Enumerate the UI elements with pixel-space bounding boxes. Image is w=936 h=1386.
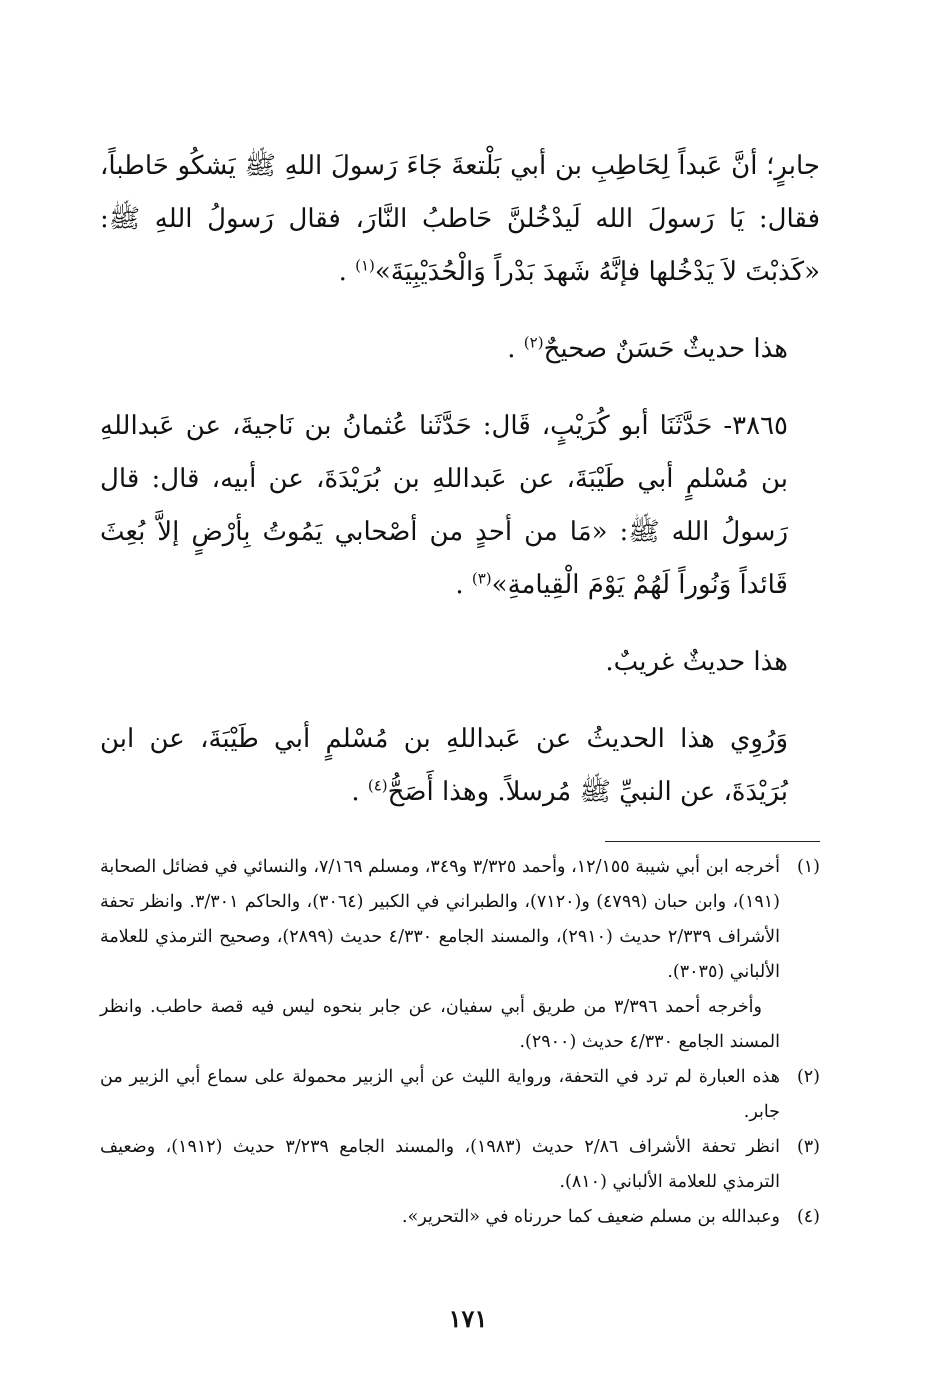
punctuation: . (338, 257, 356, 287)
paragraph-text: هذا حديثٌ حَسَنٌ صحيحٌ (543, 334, 788, 364)
footnote (100, 1060, 820, 1130)
footnote (100, 1130, 820, 1200)
paragraph-hadith-continuation (100, 140, 820, 299)
punctuation: . (507, 334, 524, 364)
footnote-text: أخرجه ابن أبي شيبة ١٢/١٥٥، وأحمد ٣/٣٢٥ و٣٤٩، ومسلم ٧/١٦٩، والنسائي في فضائل الصحابة (١٩١)، وابن حبان (٤٧٩٩) و(٧١٢٠)، والطبراني في الكبير (٣٠٦٤)، والحاكم ٣/٣٠١. وانظر تحفة الأشراف ٢/٣٣٩ حديث (٢٩١٠)، والمسند الجامع ٤/٣٣٠ حديث (٢٨٩٩)، وصحيح الترمذي للعلامة الألباني (٣٠٣٥). (100, 857, 780, 982)
page-number: ١٧١ (448, 1304, 488, 1333)
paragraph-hadith-3865 (100, 400, 820, 612)
paragraph-grading (100, 323, 820, 376)
footnote-text: هذه العبارة لم ترد في التحفة، ورواية الليث عن أبي الزبير محمولة على سماع أبي الزبير من جابر. (100, 1067, 780, 1122)
paragraph-text: جابرٍ؛ أنَّ عَبداً لِحَاطِبِ بن أبي بَلْتعةَ جَاءَ رَسولَ اللهِ ﷺ يَشكُو حَاطباً، فقال: يَا رَسولَ الله لَيدْخُلنَّ حَاطبُ النَّارَ، فقال رَسولُ اللهِ ﷺ: «كَذبْتَ لاَ يَدْخُلها فإنَّهُ شَهدَ بَدْراً وَالْحُدَيْبِيَةَ» (100, 151, 820, 287)
footnote-continuation (100, 990, 820, 1060)
punctuation: . (455, 570, 472, 600)
footnote-ref: (٣) (471, 569, 492, 588)
footnote-text: انظر تحفة الأشراف ٢/٨٦ حديث (١٩٨٣)، والمسند الجامع ٣/٢٣٩ حديث (١٩١٢)، وضعيف الترمذي للعلامة الألباني (٨١٠). (100, 1137, 781, 1192)
paragraph-grading (100, 636, 820, 689)
footnote-number: (٢) (796, 1067, 820, 1087)
footnote-number: (١) (796, 857, 820, 877)
footnote-number: (٤) (796, 1207, 820, 1227)
paragraph-narration-note (100, 713, 820, 819)
footnote-ref: (٢) (523, 333, 544, 352)
footnote-ref: (٤) (367, 776, 388, 795)
footnote-ref: (١) (355, 256, 375, 275)
footnote (100, 850, 820, 990)
footnote-separator (605, 841, 820, 842)
paragraph-text: هذا حديثٌ غريبٌ. (605, 647, 788, 677)
footnote (100, 1200, 820, 1235)
page-body (100, 140, 820, 1235)
main-text (100, 140, 820, 819)
footnote-text: وعبدالله بن مسلم ضعيف كما حررناه في «التحرير». (402, 1207, 780, 1227)
paragraph-text: وَرُوِي هذا الحديثُ عن عَبداللهِ بن مُسْلمٍ أبي طَيْبَةَ، عن ابن بُرَيْدَةَ، عن النبيِّ ﷺ مُرسلاً. وهذا أَصَحُّ (100, 724, 788, 807)
footnote-number: (٣) (796, 1137, 820, 1157)
paragraph-text: ٣٨٦٥- حَدَّثَنَا أبو كُرَيْبٍ، قَال: حَدَّثَنا عُثمانُ بن نَاجيةَ، عن عَبداللهِ بن مُسْلمٍ أبي طَيْبَةَ، عن عَبداللهِ بن بُرَيْدَةَ، عن أبيه، قال: قال رَسولُ الله ﷺ: «مَا من أحدٍ من أصْحابي يَمُوتُ بِأرْضٍ إلاَّ بُعِثَ قَائداً وَنُوراً لَهُمْ يَوْمَ الْقِيامةِ» (100, 411, 788, 600)
punctuation: . (351, 777, 368, 807)
footnotes (100, 850, 820, 1235)
footnote-text: وأخرجه أحمد ٣/٣٩٦ من طريق أبي سفيان، عن جابر بنحوه ليس فيه قصة حاطب. وانظر المسند الجامع ٤/٣٣٠ حديث (٢٩٠٠). (100, 997, 780, 1052)
